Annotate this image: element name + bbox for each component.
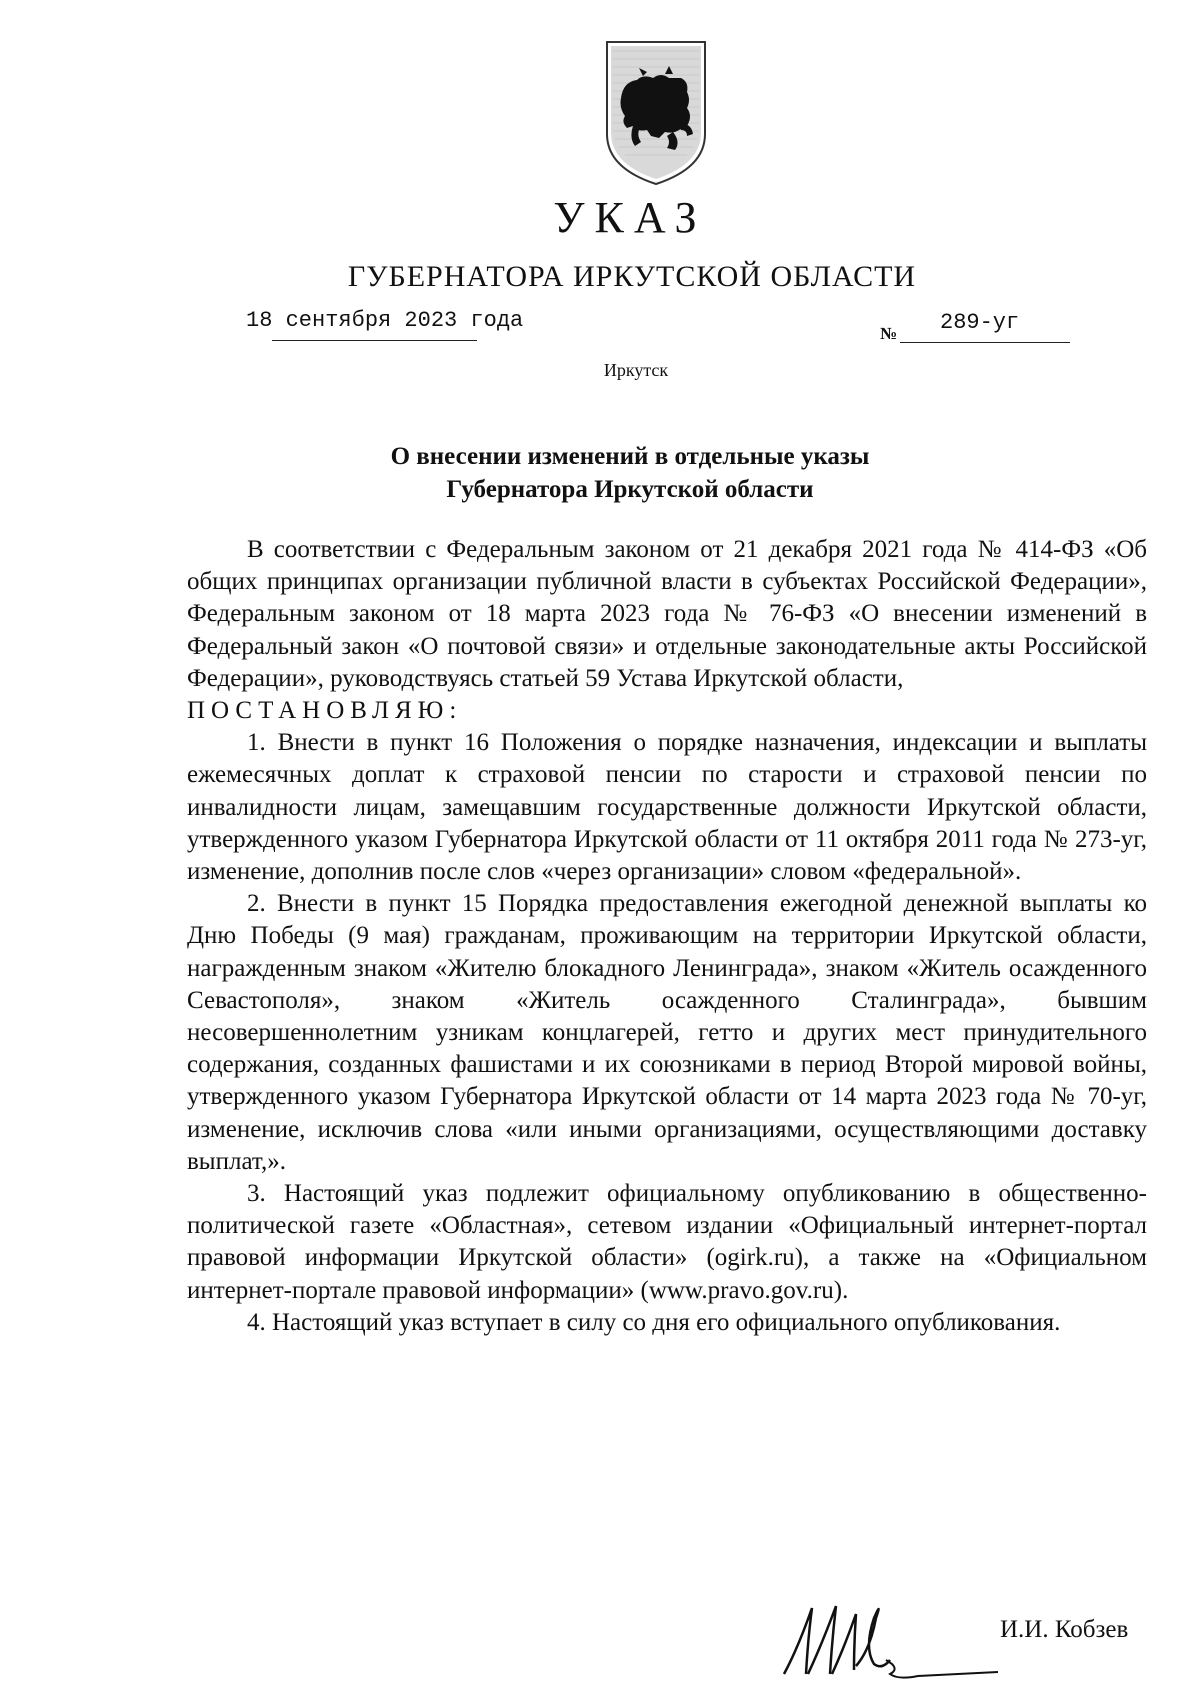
decree-word: ПОСТАНОВЛЯЮ: — [187, 697, 463, 725]
document-heading — [0, 440, 1200, 506]
heading-line-2: Губернатора Иркутской области — [446, 476, 814, 503]
number-sign: № — [880, 324, 898, 343]
irkutsk-coat-of-arms-icon — [603, 38, 709, 188]
item-2-paragraph: 2. Внести в пункт 15 Порядка предоставления ежегодной денежной выплаты ко Дню Победы (9 мая) гражданам, проживающим на территории Иркутской области, награжденным знаком «Жителю блокадного Ленинграда», знаком «Житель осажденного Севастополя», знаком «Житель осажденного Сталинграда», бывшим несовершеннолетним узникам концлагерей, гетто и других мест принудительного содержания, созданных фашистами и их союзниками в период Второй мировой войны, утвержденного указом Губернатора Иркутской области от 14 марта 2023 года № 70-уг, изменение, исключив слова «или иными организациями, осуществляющими доставку выплат,». — [187, 890, 1147, 1175]
heading-line-1: О внесении изменений в отдельные указы — [390, 443, 870, 470]
date-underline — [272, 340, 477, 341]
number-underline — [900, 342, 1070, 343]
item-1-paragraph: 1. Внести в пункт 16 Положения о порядке назначения, индексации и выплаты ежемесячных доплат к страховой пенсии по старости и страховой пенсии по инвалидности лицам, замещавшим государственные должности Иркутской области, утвержденного указом Губернатора Иркутской области от 11 октября 2011 года № 273-уг, изменение, дополнив после слов «через организации» словом «федеральной». — [187, 729, 1147, 886]
document-date: 18 сентября 2023 года — [246, 308, 524, 333]
handwritten-signature-icon — [778, 1578, 998, 1688]
item-4-paragraph: 4. Настоящий указ вступает в силу со дня его официального опубликования. — [247, 1308, 1061, 1336]
document-number: 289-уг — [940, 310, 1020, 335]
document-title: УКАЗ — [553, 193, 707, 242]
item-3-paragraph: 3. Настоящий указ подлежит официальному опубликованию в общественно-политической газете «Областная», сетевом издании «Официальный интернет-портал правовой информации Иркутской области» (ogirk.ru), а также на «Официальном интернет-портале правовой информации» (www.pravo.gov.ru). — [187, 1180, 1147, 1304]
document-subtitle: ГУБЕРНАТОРА ИРКУТСКОЙ ОБЛАСТИ — [347, 260, 917, 293]
document-city: Иркутск — [603, 360, 669, 380]
document-body — [187, 534, 1147, 1339]
signer-name: И.И. Кобзев — [1000, 1616, 1129, 1643]
preamble-paragraph: В соответствии с Федеральным законом от 21 декабря 2021 года № 414-ФЗ «Об общих принципах организации публичной власти в субъектах Российской Федерации», Федеральным законом от 18 марта 2023 года № 76-ФЗ «О внесении изменений в Федеральный закон «О почтовой связи» и отдельные законодательные акты Российской Федерации», руководствуясь статьей 59 Устава Иркутской области, — [187, 536, 1147, 692]
